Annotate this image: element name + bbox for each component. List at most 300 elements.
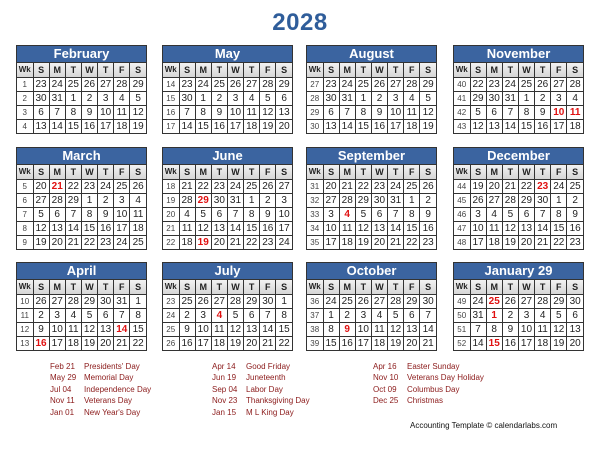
week-row <box>307 120 436 134</box>
weekday-header: F <box>404 280 420 295</box>
weekday-header: T <box>211 165 227 180</box>
day-cell: 26 <box>371 78 387 92</box>
weekday-header: S <box>130 280 146 295</box>
day-cell: 27 <box>551 78 567 92</box>
weekday-header: W <box>518 63 534 78</box>
day-cell: 22 <box>518 180 534 194</box>
week-number: 23 <box>163 295 179 309</box>
day-cell: 21 <box>535 236 551 250</box>
day-cell: 6 <box>244 309 260 323</box>
day-cell: 19 <box>227 337 243 351</box>
day-cell: 18 <box>371 337 387 351</box>
holiday-name: Christmas <box>407 396 444 406</box>
weekday-header: S <box>323 280 339 295</box>
day-cell: 25 <box>355 78 371 92</box>
day-cell: 27 <box>486 194 502 208</box>
weekday-header: W <box>518 165 534 180</box>
holiday-date: Apr 16 <box>373 362 397 371</box>
holiday-item <box>373 384 484 395</box>
week-row <box>307 208 436 222</box>
day-cell: 7 <box>420 309 436 323</box>
weekday-header: F <box>404 63 420 78</box>
day-cell: 21 <box>179 180 195 194</box>
month-title: June <box>163 148 292 165</box>
holiday-item <box>212 407 310 418</box>
week-row <box>17 208 146 222</box>
day-cell: 31 <box>388 194 404 208</box>
day-cell: 23 <box>371 180 387 194</box>
weekday-header: F <box>114 280 130 295</box>
weekday-header: T <box>211 280 227 295</box>
day-cell: 11 <box>404 106 420 120</box>
day-cell: 25 <box>244 180 260 194</box>
day-cell: 16 <box>211 120 227 134</box>
weekday-header: T <box>535 280 551 295</box>
weekday-header: W <box>227 165 243 180</box>
day-cell: 4 <box>404 92 420 106</box>
day-cell: 18 <box>114 120 130 134</box>
day-cell: 17 <box>323 236 339 250</box>
day-cell: 22 <box>65 180 81 194</box>
week-row <box>163 222 292 236</box>
week-number-header: Wk <box>17 165 33 180</box>
day-cell: 2 <box>371 92 387 106</box>
day-cell: 7 <box>339 106 355 120</box>
week-row <box>163 295 292 309</box>
day-cell: 30 <box>211 194 227 208</box>
month-title: August <box>307 46 436 63</box>
day-cell: 6 <box>371 208 387 222</box>
weekday-header: F <box>260 63 276 78</box>
day-cell: 31 <box>114 295 130 309</box>
day-cell: 8 <box>323 323 339 337</box>
holiday-item <box>50 384 151 395</box>
day-cell: 20 <box>276 120 292 134</box>
day-cell: 12 <box>195 222 211 236</box>
holiday-name: M L King Day <box>246 407 294 417</box>
day-cell: 27 <box>49 295 65 309</box>
day-cell: 20 <box>518 236 534 250</box>
month-august <box>306 45 437 134</box>
day-cell: 15 <box>65 120 81 134</box>
week-row <box>454 120 583 134</box>
day-cell: 24 <box>227 180 243 194</box>
weekday-header: S <box>567 280 583 295</box>
day-cell: 9 <box>179 323 195 337</box>
day-cell: 10 <box>518 323 534 337</box>
weekday-header: F <box>551 165 567 180</box>
weekday-header: S <box>276 165 292 180</box>
day-cell: 16 <box>179 337 195 351</box>
week-number: 42 <box>454 106 470 120</box>
day-cell: 28 <box>502 194 518 208</box>
day-cell: 23 <box>98 236 114 250</box>
day-cell: 31 <box>502 92 518 106</box>
holiday-day-cell: 4 <box>211 309 227 323</box>
day-cell: 25 <box>567 180 583 194</box>
day-cell: 3 <box>518 309 534 323</box>
day-cell: 8 <box>355 106 371 120</box>
day-cell: 18 <box>567 120 583 134</box>
weekday-header: S <box>323 165 339 180</box>
week-row <box>454 208 583 222</box>
holiday-day-cell: 9 <box>339 323 355 337</box>
day-cell: 17 <box>195 337 211 351</box>
day-cell: 5 <box>81 309 97 323</box>
day-cell: 3 <box>114 194 130 208</box>
day-cell: 20 <box>404 337 420 351</box>
holiday-column <box>50 361 151 418</box>
weekday-header: F <box>551 63 567 78</box>
day-cell: 27 <box>98 78 114 92</box>
day-cell: 6 <box>49 208 65 222</box>
week-number: 14 <box>163 78 179 92</box>
day-cell: 5 <box>130 92 146 106</box>
weekday-header: S <box>276 63 292 78</box>
holiday-date: Nov 23 <box>212 396 238 406</box>
day-cell: 4 <box>179 208 195 222</box>
day-cell: 22 <box>470 78 486 92</box>
day-cell: 21 <box>114 337 130 351</box>
week-number-header: Wk <box>17 280 33 295</box>
day-cell: 1 <box>195 92 211 106</box>
day-cell: 17 <box>49 337 65 351</box>
week-number: 41 <box>454 92 470 106</box>
weekday-header: T <box>244 280 260 295</box>
holiday-date: Jan 01 <box>50 407 75 417</box>
holiday-date: Jul 04 <box>50 384 72 394</box>
week-number: 20 <box>163 208 179 222</box>
week-number: 34 <box>307 222 323 236</box>
day-cell: 1 <box>244 194 260 208</box>
holiday-date: Nov 10 <box>373 373 399 383</box>
day-cell: 2 <box>33 309 49 323</box>
weekday-header: M <box>339 165 355 180</box>
weekday-header: T <box>355 63 371 78</box>
weekday-header: M <box>486 280 502 295</box>
weekday-header: S <box>420 165 436 180</box>
day-cell: 23 <box>260 236 276 250</box>
day-cell: 12 <box>33 222 49 236</box>
day-cell: 27 <box>244 78 260 92</box>
day-cell: 24 <box>114 236 130 250</box>
day-cell: 10 <box>195 323 211 337</box>
day-cell: 30 <box>567 295 583 309</box>
holiday-name: Good Friday <box>246 362 291 371</box>
week-number-header: Wk <box>454 280 470 295</box>
day-cell: 17 <box>518 337 534 351</box>
weekday-header: M <box>49 63 65 78</box>
weekday-header: M <box>339 280 355 295</box>
day-cell: 16 <box>260 222 276 236</box>
day-cell: 25 <box>179 295 195 309</box>
day-cell: 26 <box>227 78 243 92</box>
day-cell: 9 <box>502 323 518 337</box>
day-cell: 27 <box>276 180 292 194</box>
day-cell: 1 <box>404 194 420 208</box>
day-cell: 11 <box>535 323 551 337</box>
weekday-header: W <box>518 280 534 295</box>
year-title: 2028 <box>272 9 328 36</box>
weekday-header: S <box>33 63 49 78</box>
day-cell: 29 <box>470 92 486 106</box>
day-cell: 8 <box>130 309 146 323</box>
day-cell: 15 <box>276 323 292 337</box>
weekday-header: S <box>179 165 195 180</box>
day-cell: 13 <box>404 323 420 337</box>
day-cell: 9 <box>81 106 97 120</box>
day-cell: 7 <box>227 208 243 222</box>
day-cell: 19 <box>130 120 146 134</box>
day-cell: 18 <box>404 120 420 134</box>
weekday-header: T <box>502 165 518 180</box>
week-row <box>454 180 583 194</box>
day-cell: 29 <box>276 78 292 92</box>
day-cell: 18 <box>339 236 355 250</box>
day-cell: 1 <box>81 194 97 208</box>
week-number: 13 <box>17 337 33 351</box>
day-cell: 25 <box>404 180 420 194</box>
day-cell: 29 <box>130 78 146 92</box>
holiday-date: Feb 21 <box>50 362 75 371</box>
day-cell: 30 <box>486 92 502 106</box>
day-cell: 3 <box>227 92 243 106</box>
week-number: 24 <box>163 309 179 323</box>
day-cell: 14 <box>179 120 195 134</box>
weekday-header: T <box>388 280 404 295</box>
day-cell: 18 <box>244 120 260 134</box>
week-number: 5 <box>17 180 33 194</box>
weekday-header: T <box>65 63 81 78</box>
week-row <box>17 222 146 236</box>
day-cell: 28 <box>535 295 551 309</box>
day-cell: 19 <box>551 337 567 351</box>
weekday-header: T <box>244 165 260 180</box>
day-cell: 11 <box>486 222 502 236</box>
day-cell: 16 <box>371 120 387 134</box>
day-cell: 30 <box>535 194 551 208</box>
day-cell: 24 <box>502 78 518 92</box>
day-cell: 14 <box>65 222 81 236</box>
day-cell: 17 <box>114 222 130 236</box>
week-row <box>307 180 436 194</box>
day-cell: 12 <box>81 323 97 337</box>
week-row <box>17 323 146 337</box>
day-cell: 30 <box>179 92 195 106</box>
day-cell: 22 <box>355 180 371 194</box>
week-number: 51 <box>454 323 470 337</box>
month-title: October <box>307 263 436 280</box>
weekday-header: F <box>114 165 130 180</box>
week-number: 36 <box>307 295 323 309</box>
holiday-column <box>373 361 484 407</box>
week-number-header: Wk <box>307 165 323 180</box>
month-title: December <box>454 148 583 165</box>
day-cell: 10 <box>470 222 486 236</box>
day-cell: 1 <box>355 92 371 106</box>
day-cell: 9 <box>211 106 227 120</box>
weekday-header: W <box>81 280 97 295</box>
week-row <box>163 208 292 222</box>
holiday-day-cell: 29 <box>195 194 211 208</box>
weekday-header: S <box>470 280 486 295</box>
day-cell: 24 <box>49 78 65 92</box>
week-number: 48 <box>454 236 470 250</box>
month-october <box>306 262 437 351</box>
day-cell: 29 <box>65 194 81 208</box>
month-june <box>162 147 293 250</box>
day-cell: 2 <box>567 194 583 208</box>
day-cell: 28 <box>567 78 583 92</box>
day-cell: 16 <box>420 222 436 236</box>
week-number: 31 <box>307 180 323 194</box>
holiday-item <box>50 372 151 383</box>
holiday-date: Nov 11 <box>50 396 75 406</box>
weekday-header: T <box>98 280 114 295</box>
weekday-header: W <box>81 165 97 180</box>
day-cell: 8 <box>65 106 81 120</box>
week-number: 7 <box>17 208 33 222</box>
day-cell: 16 <box>567 222 583 236</box>
holiday-date: Jun 19 <box>212 373 237 383</box>
day-cell: 5 <box>33 208 49 222</box>
day-cell: 17 <box>276 222 292 236</box>
holiday-item <box>212 361 310 372</box>
weekday-header: M <box>486 165 502 180</box>
day-cell: 26 <box>502 295 518 309</box>
week-row <box>17 92 146 106</box>
day-cell: 5 <box>260 92 276 106</box>
week-number: 16 <box>163 106 179 120</box>
day-cell: 17 <box>355 337 371 351</box>
week-number: 6 <box>17 194 33 208</box>
footer-credit: Accounting Template © calendarlabs.com <box>410 421 558 430</box>
day-cell: 13 <box>371 222 387 236</box>
week-row <box>307 309 436 323</box>
day-cell: 20 <box>33 180 49 194</box>
day-cell: 12 <box>355 222 371 236</box>
day-cell: 3 <box>470 208 486 222</box>
holiday-column <box>212 361 310 418</box>
week-number: 40 <box>454 78 470 92</box>
week-number: 33 <box>307 208 323 222</box>
day-cell: 24 <box>551 180 567 194</box>
weekday-header: T <box>535 165 551 180</box>
holiday-day-cell: 25 <box>486 295 502 309</box>
weekday-header: F <box>114 63 130 78</box>
week-number: 45 <box>454 194 470 208</box>
day-cell: 11 <box>179 222 195 236</box>
day-cell: 19 <box>470 180 486 194</box>
weekday-header: S <box>130 165 146 180</box>
day-cell: 15 <box>323 337 339 351</box>
week-row <box>163 120 292 134</box>
day-cell: 15 <box>355 120 371 134</box>
week-number-header: Wk <box>163 280 179 295</box>
day-cell: 5 <box>227 309 243 323</box>
day-cell: 20 <box>211 236 227 250</box>
day-cell: 18 <box>65 337 81 351</box>
day-cell: 10 <box>388 106 404 120</box>
day-cell: 31 <box>227 194 243 208</box>
day-cell: 14 <box>388 222 404 236</box>
day-cell: 1 <box>551 194 567 208</box>
week-row <box>163 323 292 337</box>
day-cell: 17 <box>227 120 243 134</box>
day-cell: 22 <box>130 337 146 351</box>
day-cell: 24 <box>323 295 339 309</box>
day-cell: 31 <box>49 92 65 106</box>
week-number: 46 <box>454 208 470 222</box>
day-cell: 8 <box>81 208 97 222</box>
day-cell: 26 <box>470 194 486 208</box>
holiday-day-cell: 14 <box>114 323 130 337</box>
holiday-day-cell: 19 <box>195 236 211 250</box>
weekday-header: W <box>227 63 243 78</box>
day-cell: 29 <box>518 194 534 208</box>
month-title: July <box>163 263 292 280</box>
week-row <box>17 337 146 351</box>
day-cell: 6 <box>98 309 114 323</box>
day-cell: 13 <box>518 222 534 236</box>
day-cell: 24 <box>470 295 486 309</box>
day-cell: 15 <box>244 222 260 236</box>
week-row <box>163 106 292 120</box>
day-cell: 8 <box>404 208 420 222</box>
day-cell: 15 <box>404 222 420 236</box>
week-number: 25 <box>163 323 179 337</box>
weekday-header: T <box>355 280 371 295</box>
day-cell: 6 <box>276 92 292 106</box>
holiday-name: Veterans Day <box>84 396 133 406</box>
day-cell: 10 <box>49 323 65 337</box>
day-cell: 3 <box>276 194 292 208</box>
weekday-header: S <box>33 165 49 180</box>
week-row <box>163 236 292 250</box>
holiday-day-cell: 23 <box>535 180 551 194</box>
day-cell: 9 <box>33 323 49 337</box>
week-row <box>17 78 146 92</box>
holiday-item <box>50 395 151 406</box>
day-cell: 29 <box>420 78 436 92</box>
day-cell: 12 <box>420 106 436 120</box>
week-number: 49 <box>454 295 470 309</box>
week-number: 9 <box>17 236 33 250</box>
day-cell: 7 <box>470 323 486 337</box>
day-cell: 11 <box>130 208 146 222</box>
weekday-header: T <box>98 63 114 78</box>
weekday-header: W <box>371 165 387 180</box>
day-cell: 20 <box>371 236 387 250</box>
day-cell: 7 <box>535 208 551 222</box>
day-cell: 28 <box>404 78 420 92</box>
week-number: 26 <box>163 337 179 351</box>
month-january-29 <box>453 262 584 351</box>
day-cell: 5 <box>502 208 518 222</box>
month-may <box>162 45 293 134</box>
day-cell: 24 <box>388 180 404 194</box>
weekday-header: S <box>179 280 195 295</box>
day-cell: 21 <box>260 337 276 351</box>
day-cell: 27 <box>33 194 49 208</box>
day-cell: 16 <box>502 337 518 351</box>
day-cell: 9 <box>98 208 114 222</box>
day-cell: 29 <box>244 295 260 309</box>
day-cell: 16 <box>98 222 114 236</box>
day-cell: 3 <box>355 309 371 323</box>
weekday-header: F <box>260 165 276 180</box>
weekday-header: T <box>211 63 227 78</box>
